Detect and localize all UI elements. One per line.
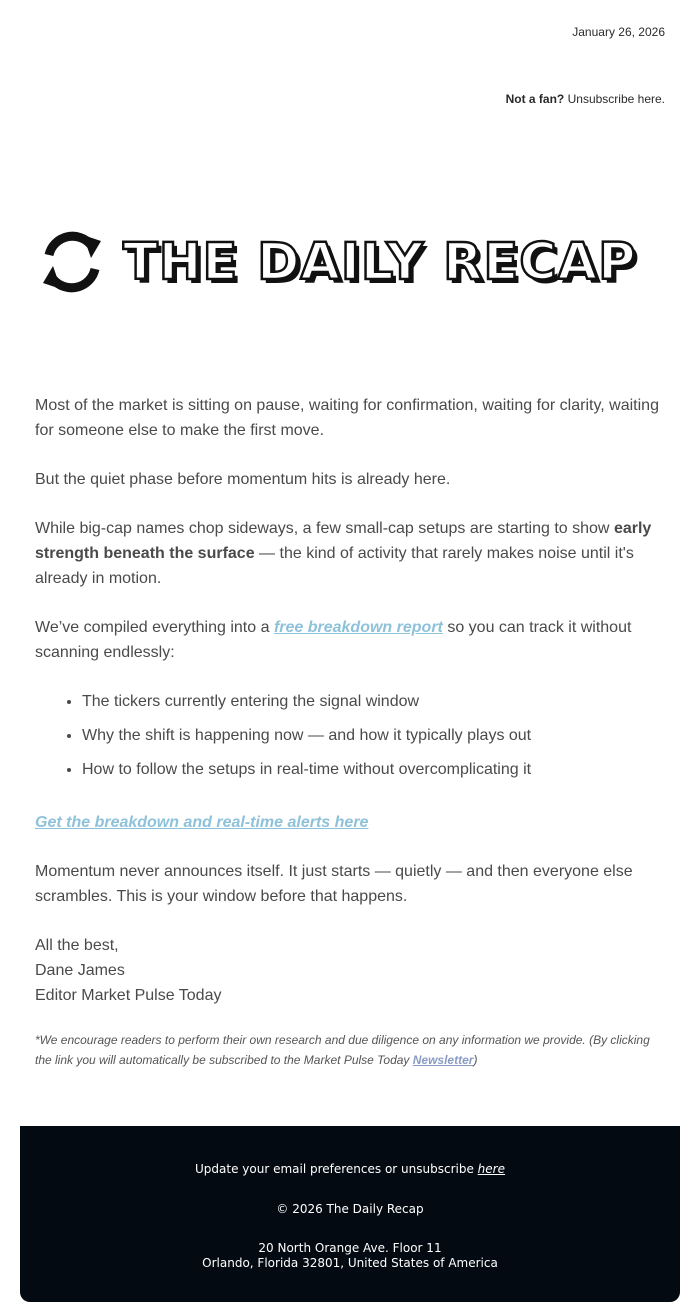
- email-date: January 26, 2026: [572, 25, 665, 39]
- address-line-1: 20 North Orange Ave. Floor 11: [258, 1241, 442, 1255]
- signoff-title: Editor Market Pulse Today: [35, 987, 222, 1004]
- p4-end: so you can track it without scanning endlessly:: [35, 619, 632, 661]
- list-item: • How to follow the setups in real-time without overcomplicating it: [82, 757, 665, 782]
- brand-name: THE DAILY RECAP: [123, 232, 637, 292]
- footer: [20, 1126, 680, 1302]
- p3-emphasis: early strength beneath the surface: [35, 520, 652, 562]
- newsletter-link[interactable]: Newsletter: [412, 1053, 474, 1067]
- address-line-2: Orlando, Florida 32801, United States of America: [202, 1256, 498, 1270]
- signoff-greeting: All the best,: [35, 937, 119, 954]
- prefs-text: Update your email preferences or unsubscribe: [195, 1162, 478, 1176]
- email-body: [35, 393, 665, 1070]
- p3-end: — the kind of activity that rarely makes noise until it's already in motion.: [35, 545, 634, 587]
- disclaimer: [35, 1030, 665, 1070]
- unsubscribe-prompt: Not a fan?: [505, 92, 565, 106]
- unsubscribe-link[interactable]: Unsubscribe here.: [567, 92, 665, 106]
- disclaimer-end: ): [473, 1053, 478, 1067]
- paragraph-quiet-phase: But the quiet phase before momentum hits is already here.: [35, 471, 451, 488]
- disclaimer-text: *We encourage readers to perform their own research and due diligence on any information we provide. (By clicking the link you will automatically be subscribed to the Market Pulse Today: [35, 1033, 650, 1067]
- p3-start: While big-cap names chop sideways, a few small-cap setups are starting to show: [35, 520, 614, 537]
- list-item: • Why the shift is happening now — and how it typically plays out: [82, 723, 665, 748]
- signoff-author: Dane James: [35, 962, 125, 979]
- footer-address: [20, 1241, 680, 1271]
- free-report-link[interactable]: free breakdown report: [273, 619, 443, 636]
- brand-logo[interactable]: [35, 222, 665, 302]
- benefits-list: [35, 689, 665, 782]
- list-item: • The tickers currently entering the signal window: [82, 689, 665, 714]
- refresh-cycle-icon: [35, 225, 109, 299]
- p4-start: We’ve compiled everything into a: [35, 619, 274, 636]
- paragraph-intro: Most of the market is sitting on pause, waiting for confirmation, waiting for clarity, waiting for someone else to make the first move.: [35, 397, 659, 439]
- paragraph-small-caps: [35, 516, 665, 591]
- footer-copyright: © 2026 The Daily Recap: [276, 1202, 424, 1216]
- preferences-link[interactable]: here: [477, 1162, 505, 1176]
- unsubscribe-line: [506, 92, 665, 106]
- breakdown-cta-link[interactable]: Get the breakdown and real-time alerts here: [35, 814, 369, 831]
- signoff: [35, 933, 665, 1008]
- paragraph-momentum: Momentum never announces itself. It just starts — quietly — and then everyone else scrambles. This is your window before that happens.: [35, 863, 633, 905]
- footer-preferences: [20, 1162, 680, 1176]
- paragraph-report: [35, 615, 665, 665]
